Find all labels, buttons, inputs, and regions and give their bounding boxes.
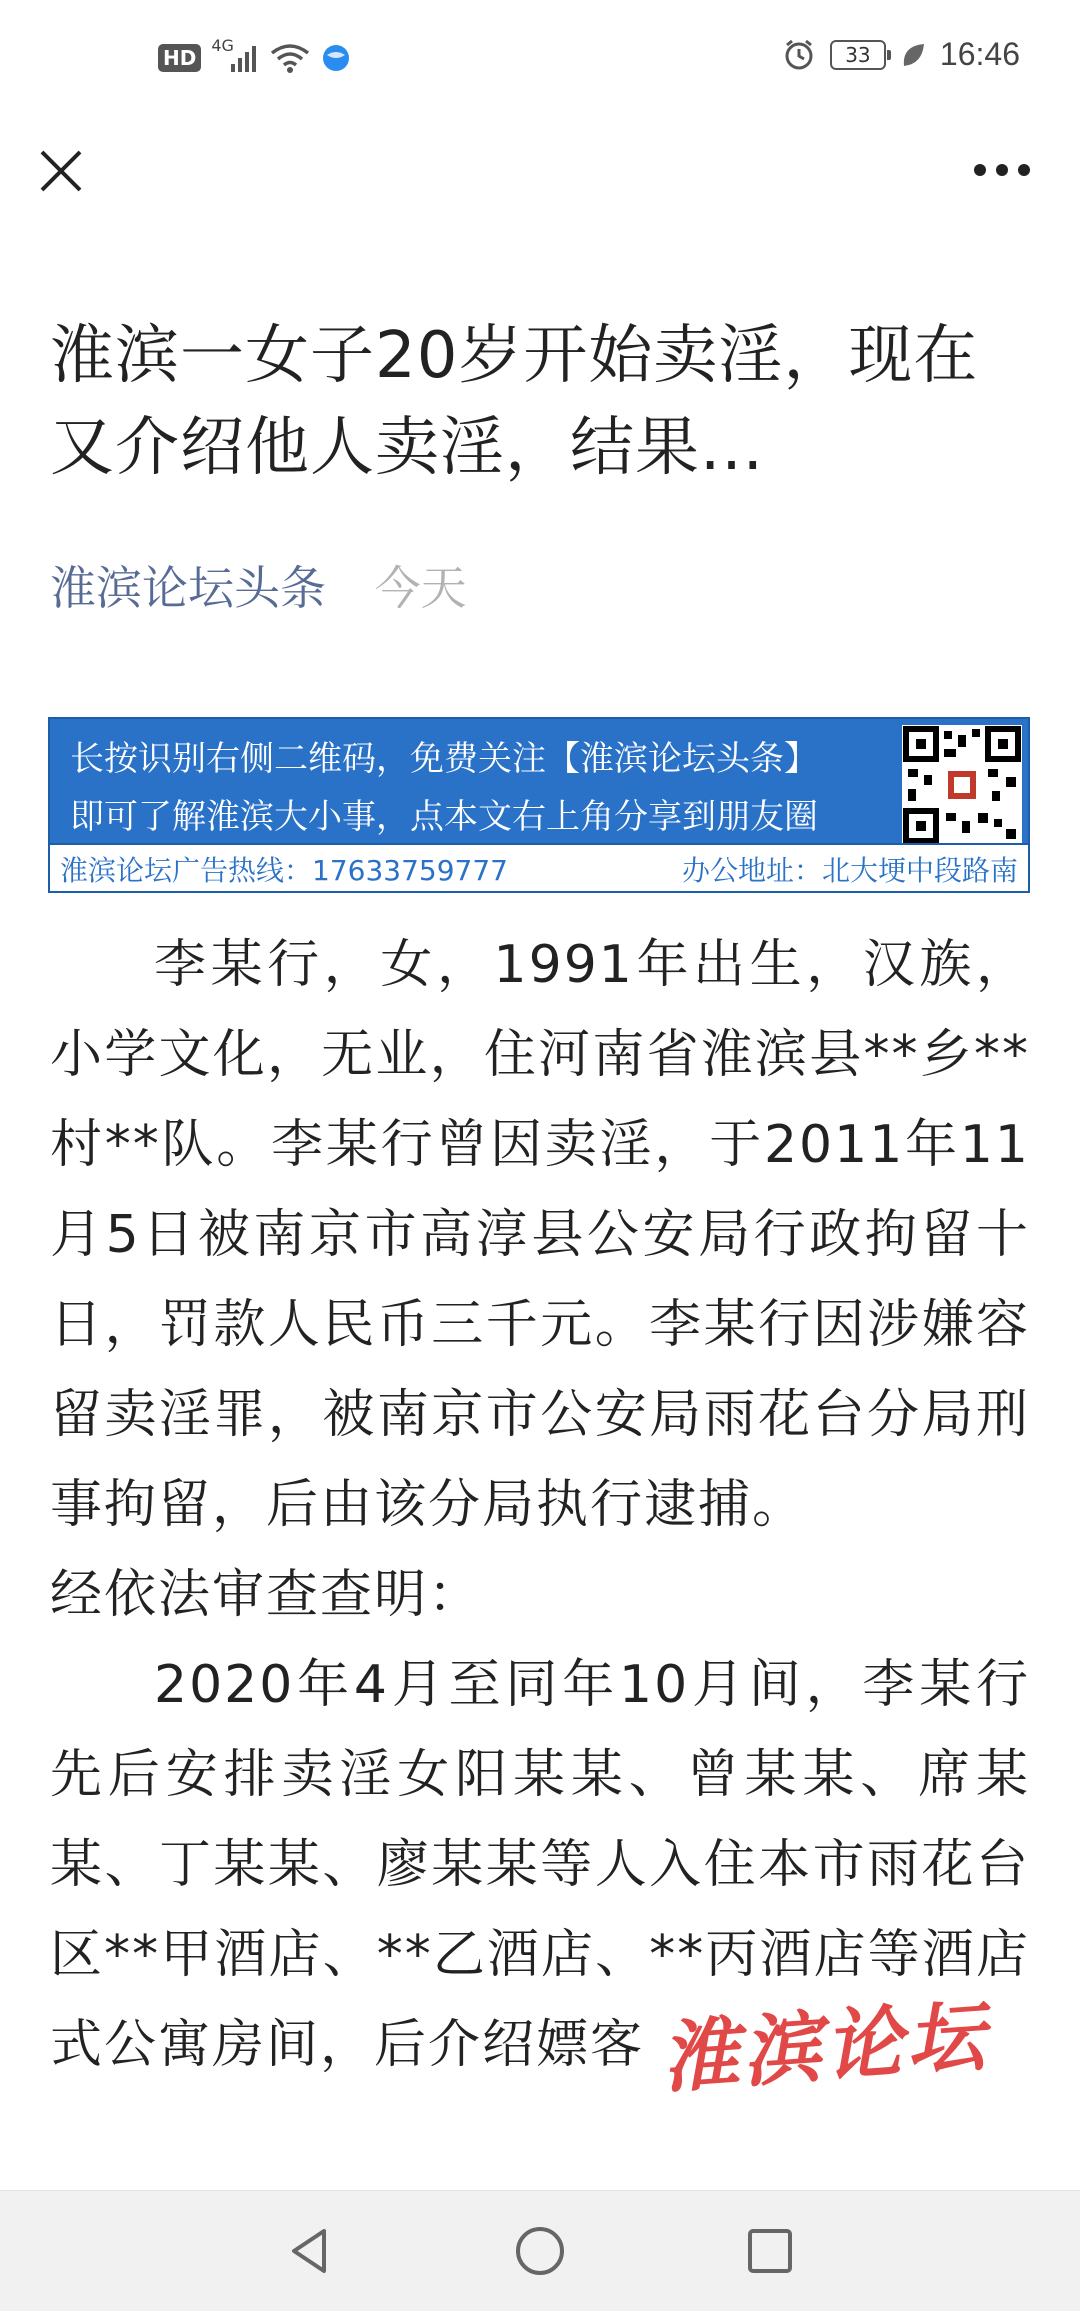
banner-footer (50, 843, 1028, 891)
close-button[interactable] (34, 144, 88, 198)
promo-banner (48, 717, 1030, 893)
back-icon (280, 2221, 340, 2281)
hd-badge: HD (158, 44, 201, 72)
browser-app-icon (321, 43, 351, 73)
status-right (782, 36, 1020, 73)
status-left (158, 36, 351, 76)
alarm-icon (782, 38, 816, 72)
banner-line-2: 即可了解淮滨大小事，点本文右上角分享到朋友圈 (70, 797, 818, 837)
article-title: 淮滨一女子20岁开始卖淫，现在又介绍他人卖淫，结果... (50, 319, 979, 485)
more-options-button[interactable] (972, 158, 1032, 182)
home-button[interactable] (510, 2221, 570, 2281)
watermark: 淮滨论坛 (657, 1990, 992, 2105)
more-icon (972, 158, 1032, 182)
recent-apps-button[interactable] (740, 2221, 800, 2281)
recent-apps-icon (740, 2221, 800, 2281)
wifi-icon (269, 41, 311, 75)
publish-date: 今天 (374, 561, 467, 615)
article-meta (50, 552, 467, 618)
network-type-label: 4G (211, 36, 234, 55)
qr-code-icon[interactable] (902, 725, 1022, 845)
close-icon (34, 144, 88, 198)
source-link[interactable]: 淮滨论坛头条 (50, 561, 326, 615)
status-bar (0, 0, 1080, 120)
ad-hotline: 淮滨论坛广告热线：17633759777 (60, 854, 508, 887)
system-nav-bar (0, 2190, 1080, 2311)
leaf-icon (900, 40, 926, 70)
cellular-signal-icon (211, 36, 259, 76)
paragraph: 2020年4月至同年10月间，李某行先后安排卖淫女阳某某、曾某某、席某某、丁某某、廖某某等人入住本市雨花台区**甲酒店、**乙酒店、**丙酒店等酒店式公寓房间，后介绍嫖客 (50, 1655, 1030, 2075)
banner-line-1: 长按识别右侧二维码，免费关注【淮滨论坛头条】 (70, 739, 818, 779)
article-body (50, 920, 1030, 2090)
back-button[interactable] (280, 2221, 340, 2281)
paragraph: 经依法审查查明： (50, 1565, 483, 1625)
paragraph: 李某行，女，1991年出生，汉族，小学文化，无业，住河南省淮滨县**乡**村**队。李某行曾因卖淫，于2011年11月5日被南京市高淳县公安局行政拘留十日，罚款人民币三千元。李某行因涉嫌容留卖淫罪，被南京市公安局雨花台分局刑事拘留，后由该分局执行逮捕。 (50, 935, 1030, 1535)
clock: 16:46 (939, 36, 1020, 72)
office-address: 办公地址：北大埂中段路南 (681, 854, 1018, 887)
home-icon (510, 2221, 570, 2281)
article-topnav (0, 130, 1080, 220)
battery-indicator: 33 (830, 40, 886, 70)
